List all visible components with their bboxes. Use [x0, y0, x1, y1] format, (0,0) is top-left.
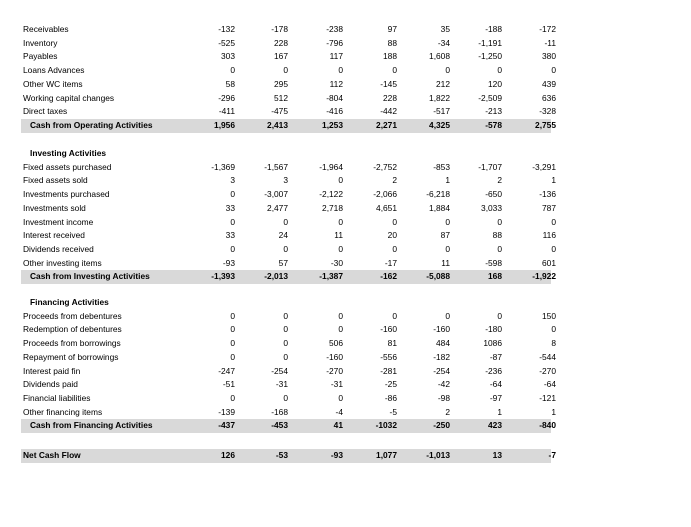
- cell-value: 0: [230, 216, 235, 227]
- row-label: Receivables: [23, 24, 69, 34]
- cell-value: 0: [497, 243, 502, 254]
- cell-value: 512: [274, 92, 288, 103]
- cell-value: 20: [387, 230, 397, 241]
- cell-value: 4,325: [429, 119, 450, 130]
- table-row: [21, 161, 556, 175]
- cell-value: -517: [433, 106, 450, 117]
- table-row: [21, 337, 556, 351]
- cell-value: 0: [497, 216, 502, 227]
- cell-value: 126: [221, 450, 235, 460]
- cell-value: -270: [539, 365, 556, 376]
- cell-value: 228: [383, 92, 397, 103]
- cell-value: -598: [485, 257, 502, 268]
- table-row: [21, 243, 556, 257]
- cell-value: -2,013: [264, 271, 288, 282]
- row-label: Proceeds from debentures: [23, 310, 122, 321]
- cell-value: -853: [433, 161, 450, 172]
- cell-value: -1,013: [426, 450, 450, 460]
- table-row: [21, 365, 556, 379]
- cell-value: 1: [445, 175, 450, 186]
- net-cash-flow-row: [21, 449, 556, 463]
- cell-value: -145: [380, 78, 397, 89]
- table-row: [21, 23, 556, 37]
- cell-value: 0: [551, 216, 556, 227]
- cell-value: -3,291: [532, 161, 556, 172]
- cell-value: -475: [271, 106, 288, 117]
- cell-value: 41: [333, 420, 343, 431]
- cell-value: 1086: [483, 338, 502, 349]
- cell-value: 1,253: [322, 119, 343, 130]
- cell-value: -525: [218, 37, 235, 48]
- cell-value: -1,393: [211, 271, 235, 282]
- cell-value: 0: [392, 65, 397, 76]
- cell-value: -416: [326, 106, 343, 117]
- cell-value: -250: [433, 420, 450, 431]
- cell-value: 0: [551, 65, 556, 76]
- cell-value: 0: [338, 65, 343, 76]
- cell-value: 2: [445, 406, 450, 417]
- cell-value: 2,477: [267, 202, 288, 213]
- cell-value: 97: [387, 24, 397, 34]
- cell-value: 0: [551, 324, 556, 335]
- cell-value: 0: [283, 338, 288, 349]
- cell-value: 1: [497, 406, 502, 417]
- cell-value: 88: [387, 37, 397, 48]
- investing-heading: [21, 147, 551, 161]
- row-label: Inventory: [23, 37, 58, 48]
- cell-value: -650: [485, 189, 502, 200]
- table-row: [21, 378, 556, 392]
- table-row: [21, 78, 556, 92]
- cell-value: 601: [542, 257, 556, 268]
- cell-value: -168: [271, 406, 288, 417]
- cell-value: 2: [497, 175, 502, 186]
- cell-value: 120: [488, 78, 502, 89]
- table-row: [21, 392, 556, 406]
- row-label: Other financing items: [23, 406, 103, 417]
- table-row: [21, 216, 556, 230]
- row-label: Dividends received: [23, 243, 94, 254]
- cell-value: 303: [221, 51, 235, 62]
- cell-value: 0: [392, 216, 397, 227]
- row-label: Investments sold: [23, 202, 86, 213]
- row-label: Fixed assets purchased: [23, 161, 112, 172]
- cell-value: 8: [551, 338, 556, 349]
- cell-value: 423: [488, 420, 502, 431]
- row-label: Working capital changes: [23, 92, 115, 103]
- row-label: Direct taxes: [23, 106, 68, 117]
- cell-value: 13: [492, 450, 502, 460]
- cell-value: 0: [230, 189, 235, 200]
- cell-value: -1,369: [211, 161, 235, 172]
- cell-value: 2,718: [322, 202, 343, 213]
- cell-value: -556: [380, 351, 397, 362]
- cell-value: -6,218: [426, 189, 450, 200]
- cell-value: 2,755: [535, 119, 556, 130]
- cell-value: 439: [542, 78, 556, 89]
- cell-value: 0: [283, 216, 288, 227]
- cell-value: 1,822: [429, 92, 450, 103]
- cell-value: 35: [440, 24, 450, 34]
- cell-value: -1,250: [478, 51, 502, 62]
- cell-value: -64: [489, 379, 502, 390]
- table-row: [21, 229, 556, 243]
- cell-value: 24: [278, 230, 288, 241]
- cell-value: 57: [278, 257, 288, 268]
- cell-value: 380: [542, 51, 556, 62]
- cell-value: -3,007: [264, 189, 288, 200]
- cell-value: -97: [489, 392, 502, 403]
- table-row: [21, 323, 556, 337]
- cell-value: 636: [542, 92, 556, 103]
- cell-value: -180: [485, 324, 502, 335]
- cell-value: -1,387: [319, 271, 343, 282]
- cell-value: 188: [383, 51, 397, 62]
- cell-value: -840: [539, 420, 556, 431]
- cell-value: -25: [384, 379, 397, 390]
- cell-value: -51: [222, 379, 235, 390]
- cell-value: -236: [485, 365, 502, 376]
- cell-value: 484: [436, 338, 450, 349]
- cell-value: 11: [334, 230, 343, 241]
- cell-value: 0: [338, 392, 343, 403]
- table-row: [21, 257, 556, 271]
- cell-value: -296: [218, 92, 235, 103]
- cell-value: -2,752: [373, 161, 397, 172]
- cell-value: 787: [542, 202, 556, 213]
- cell-value: -1,191: [478, 37, 502, 48]
- cell-value: -17: [384, 257, 397, 268]
- cell-value: 0: [445, 65, 450, 76]
- cell-value: -178: [271, 24, 288, 34]
- cell-value: -1,567: [264, 161, 288, 172]
- cell-value: 1,608: [429, 51, 450, 62]
- row-label: Dividends paid: [23, 379, 78, 390]
- cell-value: -254: [271, 365, 288, 376]
- cell-value: 0: [283, 243, 288, 254]
- cell-value: 87: [440, 230, 450, 241]
- cell-value: -53: [275, 450, 288, 460]
- cell-value: -254: [433, 365, 450, 376]
- row-label: Other investing items: [23, 257, 102, 268]
- table-row: [21, 310, 556, 324]
- cell-value: -544: [539, 351, 556, 362]
- cell-value: 0: [230, 392, 235, 403]
- cell-value: -1,707: [478, 161, 502, 172]
- cell-value: 1,956: [214, 119, 235, 130]
- cell-value: -93: [330, 450, 343, 460]
- cell-value: 0: [392, 243, 397, 254]
- cell-value: 2,271: [376, 119, 397, 130]
- cell-value: 3: [230, 175, 235, 186]
- investing-total-row: [21, 270, 556, 284]
- cell-value: -86: [384, 392, 397, 403]
- row-label: Cash from Operating Activities: [30, 119, 153, 130]
- cell-value: 0: [338, 324, 343, 335]
- cell-value: 0: [338, 175, 343, 186]
- cell-value: -160: [326, 351, 343, 362]
- cell-value: -5: [389, 406, 397, 417]
- cell-value: -411: [218, 106, 235, 117]
- cell-value: -31: [330, 379, 343, 390]
- cell-value: 228: [274, 37, 288, 48]
- table-row: [21, 50, 556, 64]
- row-label: Repayment of borrowings: [23, 351, 119, 362]
- cell-value: -804: [326, 92, 343, 103]
- cell-value: 0: [283, 351, 288, 362]
- cell-value: 33: [225, 202, 235, 213]
- cell-value: -160: [380, 324, 397, 335]
- cell-value: -5,088: [426, 271, 450, 282]
- cell-value: -136: [539, 189, 556, 200]
- cell-value: 0: [230, 351, 235, 362]
- cell-value: -247: [218, 365, 235, 376]
- cell-value: -64: [543, 379, 556, 390]
- cell-value: -437: [218, 420, 235, 431]
- row-label: Cash from Financing Activities: [30, 420, 153, 431]
- cell-value: -121: [539, 392, 556, 403]
- section-heading-label: Investing Activities: [30, 148, 107, 158]
- cell-value: -11: [544, 37, 556, 48]
- cell-value: 0: [338, 243, 343, 254]
- cell-value: 3,033: [481, 202, 502, 213]
- financing-heading: [21, 296, 551, 310]
- financing-total-row: [21, 419, 556, 433]
- row-label: Financial liabilities: [23, 392, 91, 403]
- cell-value: 0: [283, 324, 288, 335]
- cell-value: 0: [283, 310, 288, 321]
- table-row: [21, 406, 556, 420]
- cell-value: 3: [283, 175, 288, 186]
- table-row: [21, 174, 556, 188]
- cell-value: 2,413: [267, 119, 288, 130]
- cell-value: 295: [274, 78, 288, 89]
- table-row: [21, 351, 556, 365]
- cell-value: 506: [329, 338, 343, 349]
- cell-value: -34: [437, 37, 450, 48]
- cell-value: -2,066: [373, 189, 397, 200]
- row-label: Cash from Investing Activities: [30, 271, 150, 282]
- cell-value: 112: [329, 78, 343, 89]
- section-heading-label: Financing Activities: [30, 297, 109, 307]
- cell-value: -30: [330, 257, 343, 268]
- cell-value: -1032: [375, 420, 397, 431]
- cell-value: 0: [230, 338, 235, 349]
- cell-value: 0: [283, 65, 288, 76]
- table-row: [21, 37, 556, 51]
- cell-value: -160: [433, 324, 450, 335]
- cell-value: -182: [433, 351, 450, 362]
- cell-value: 0: [445, 216, 450, 227]
- cell-value: 1: [551, 175, 556, 186]
- cell-value: 1,884: [429, 202, 450, 213]
- cell-value: 0: [445, 310, 450, 321]
- row-label: Proceeds from borrowings: [23, 338, 121, 349]
- cell-value: 1,077: [376, 450, 397, 460]
- table-row: [21, 202, 556, 216]
- cell-value: 0: [551, 243, 556, 254]
- cell-value: -188: [485, 24, 502, 34]
- cell-value: 0: [497, 65, 502, 76]
- cell-value: 81: [387, 338, 397, 349]
- cell-value: 0: [445, 243, 450, 254]
- cell-value: 212: [436, 78, 450, 89]
- cell-value: -4: [335, 406, 343, 417]
- row-label: Interest paid fin: [23, 365, 81, 376]
- row-label: Payables: [23, 51, 58, 62]
- cell-value: 0: [230, 65, 235, 76]
- row-label: Net Cash Flow: [23, 450, 81, 460]
- operating-total-row: [21, 119, 556, 133]
- cell-value: 0: [392, 310, 397, 321]
- table-row: [21, 64, 556, 78]
- cell-value: -2,509: [478, 92, 502, 103]
- cell-value: -172: [539, 24, 556, 34]
- row-label: Fixed assets sold: [23, 175, 88, 186]
- table-row: [21, 92, 556, 106]
- cell-value: -442: [380, 106, 397, 117]
- cell-value: 11: [441, 257, 450, 268]
- cell-value: -139: [218, 406, 235, 417]
- cell-value: 167: [274, 51, 288, 62]
- cell-value: 58: [225, 78, 235, 89]
- cell-value: -87: [489, 351, 502, 362]
- cell-value: -796: [326, 37, 343, 48]
- cell-value: -270: [326, 365, 343, 376]
- cell-value: -93: [222, 257, 235, 268]
- cell-value: -42: [437, 379, 450, 390]
- cell-value: 0: [230, 243, 235, 254]
- row-label: Loans Advances: [23, 65, 85, 76]
- cell-value: 4,651: [376, 202, 397, 213]
- cell-value: 0: [497, 310, 502, 321]
- cell-value: 117: [329, 51, 343, 62]
- cell-value: -213: [485, 106, 502, 117]
- cell-value: -328: [539, 106, 556, 117]
- cell-value: -281: [380, 365, 397, 376]
- cell-value: 33: [225, 230, 235, 241]
- cell-value: 0: [338, 310, 343, 321]
- row-label: Interest received: [23, 230, 85, 241]
- cell-value: -1,964: [319, 161, 343, 172]
- cell-value: 168: [488, 271, 502, 282]
- cell-value: 88: [492, 230, 502, 241]
- cell-value: 0: [338, 216, 343, 227]
- row-label: Other WC items: [23, 78, 83, 89]
- cell-value: -453: [271, 420, 288, 431]
- cell-value: -7: [548, 450, 556, 460]
- cell-value: -578: [485, 119, 502, 130]
- table-row: [21, 105, 556, 119]
- cell-value: 2: [392, 175, 397, 186]
- cell-value: 0: [230, 310, 235, 321]
- row-label: Redemption of debentures: [23, 324, 122, 335]
- cell-value: -2,122: [319, 189, 343, 200]
- row-label: Investments purchased: [23, 189, 110, 200]
- row-label: Investment income: [23, 216, 94, 227]
- cell-value: -132: [218, 24, 235, 34]
- cell-value: 0: [230, 324, 235, 335]
- cell-value: 150: [542, 310, 556, 321]
- cell-value: -1,922: [532, 271, 556, 282]
- cell-value: 116: [542, 230, 556, 241]
- cell-value: 1: [551, 406, 556, 417]
- cell-value: -238: [326, 24, 343, 34]
- cell-value: 0: [283, 392, 288, 403]
- cell-value: -31: [275, 379, 288, 390]
- table-row: [21, 188, 556, 202]
- cell-value: -98: [437, 392, 450, 403]
- cell-value: -162: [380, 271, 397, 282]
